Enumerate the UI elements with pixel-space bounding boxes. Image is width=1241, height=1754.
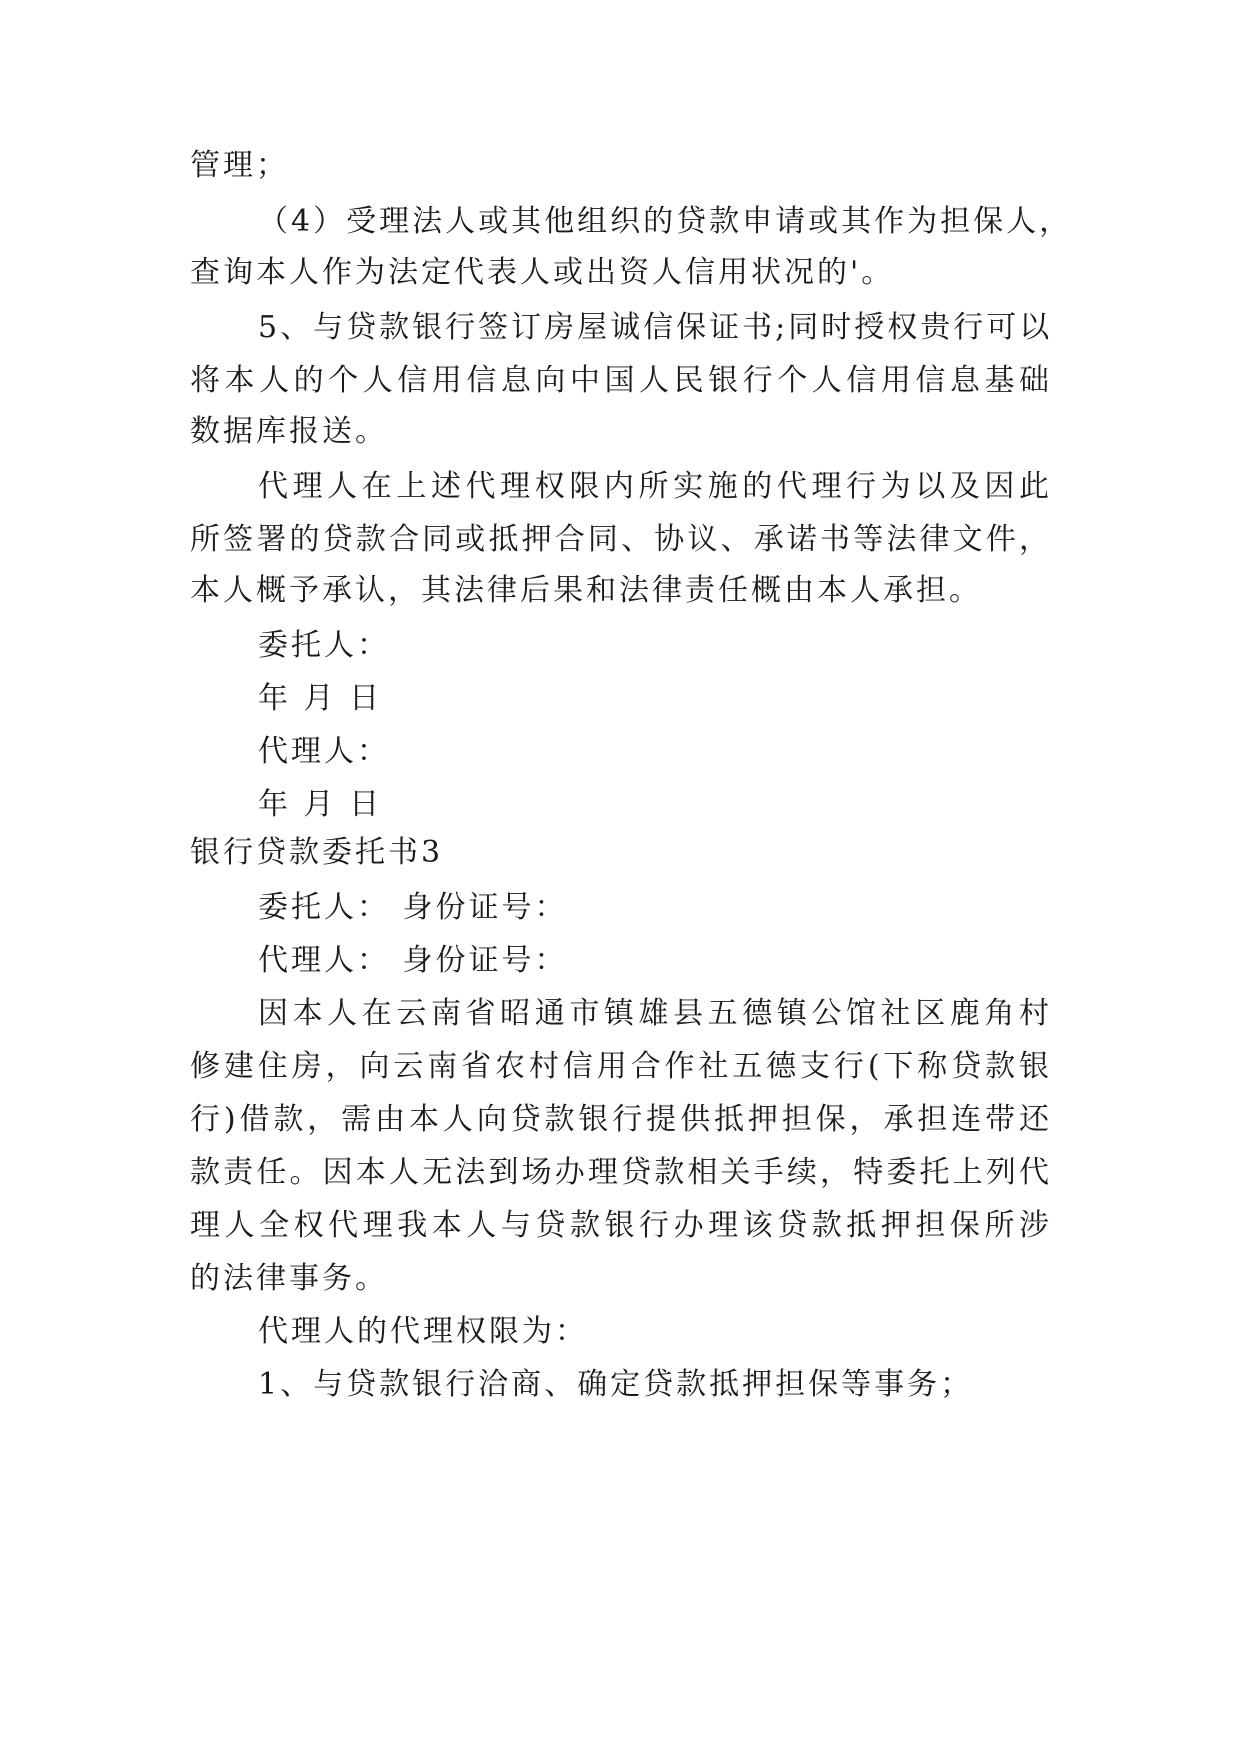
date-line: 年 月 日	[258, 681, 383, 716]
text-line: 理人全权代理我本人与贷款银行办理该贷款抵押担保所涉	[190, 1208, 1052, 1243]
text-line: 的法律事务。	[190, 1261, 388, 1296]
text-line: 查询本人作为法定代表人或出资人信用状况的'。	[190, 255, 895, 290]
text-line: 代理人的代理权限为：	[258, 1314, 588, 1349]
text-line: 1、与贷款银行洽商、确定贷款抵押担保等事务；	[258, 1367, 974, 1402]
principal-id-line: 委托人： 身份证号：	[258, 890, 568, 925]
text-line: 本人概予承认，其法律后果和法律责任概由本人承担。	[190, 573, 982, 608]
signature-label-principal: 委托人：	[258, 628, 390, 663]
text-line: 所签署的贷款合同或抵押合同、协议、承诺书等法律文件，	[190, 522, 1052, 557]
text-line: 因本人在云南省昭通市镇雄县五德镇公馆社区鹿角村	[258, 996, 1052, 1031]
date-line: 年 月 日	[258, 787, 383, 822]
signature-label-agent: 代理人：	[258, 734, 390, 769]
section-title: 银行贷款委托书3	[190, 835, 444, 870]
text-line: 5、与贷款银行签订房屋诚信保证书;同时授权贵行可以	[258, 310, 1053, 345]
text-line: 行)借款，需由本人向贷款银行提供抵押担保，承担连带还	[190, 1102, 1052, 1137]
agent-id-line: 代理人： 身份证号：	[258, 943, 568, 978]
text-line: 管理；	[190, 148, 289, 183]
text-line: 款责任。因本人无法到场办理贷款相关手续，特委托上列代	[190, 1155, 1052, 1190]
text-line: （4）受理法人或其他组织的贷款申请或其作为担保人，	[258, 204, 1073, 239]
text-line: 将本人的个人信用信息向中国人民银行个人信用信息基础	[190, 363, 1052, 398]
text-line: 代理人在上述代理权限内所实施的代理行为以及因此	[258, 469, 1052, 504]
text-line: 修建住房，向云南省农村信用合作社五德支行(下称贷款银	[190, 1049, 1052, 1084]
text-line: 数据库报送。	[190, 414, 388, 449]
